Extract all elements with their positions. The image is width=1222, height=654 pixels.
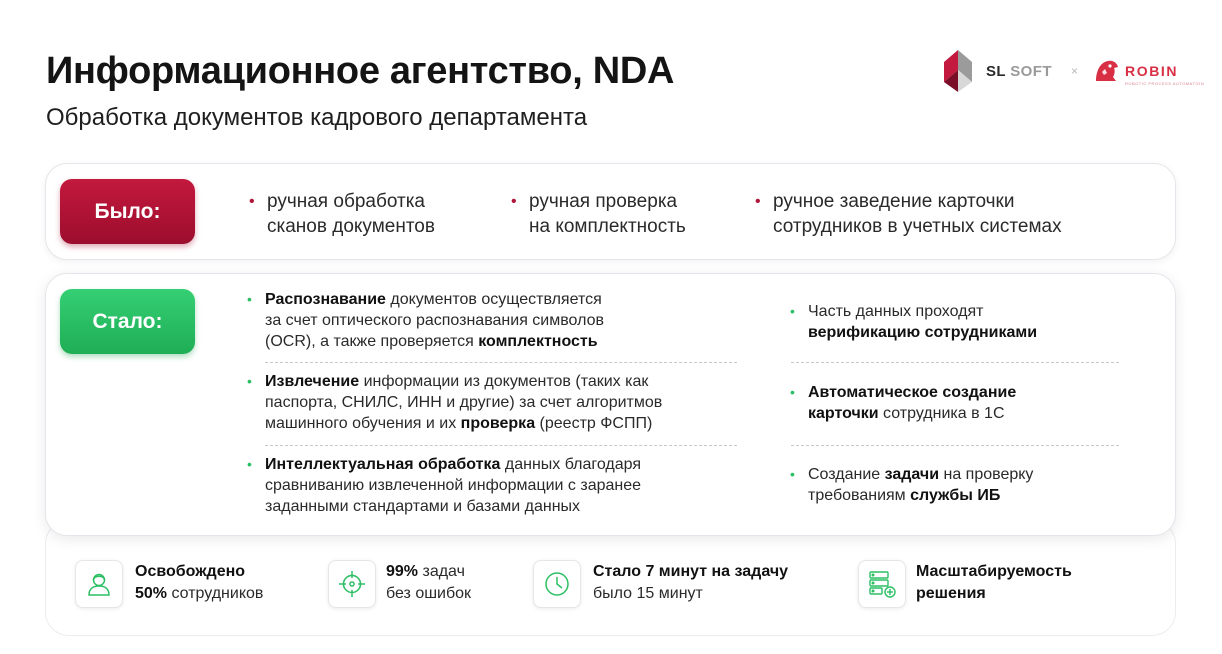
- after-label: Стало:: [60, 289, 195, 354]
- before-card: [45, 163, 1176, 260]
- logos: [940, 48, 1205, 94]
- text-segment: 99%: [386, 563, 419, 580]
- stat-accuracy: [386, 561, 471, 605]
- clock-icon: [533, 560, 581, 608]
- robin-logo-text: ROBIN: [1125, 63, 1179, 79]
- text-segment: службы ИБ: [910, 487, 1001, 504]
- bullet-icon: •: [790, 384, 795, 400]
- divider: [791, 445, 1119, 446]
- text-segment: задачи: [884, 466, 940, 483]
- text-segment: Создание: [808, 466, 885, 483]
- after-item: [790, 301, 1038, 343]
- text-segment: Извлечение: [265, 373, 360, 390]
- text-segment: (реестр ФСПП): [535, 415, 653, 432]
- divider: [265, 445, 737, 446]
- text-segment: Интеллектуальная обработка: [265, 456, 501, 473]
- text-segment: проверка: [460, 415, 536, 432]
- bullet-icon: •: [249, 193, 255, 210]
- person-icon: [75, 560, 123, 608]
- text-segment: сотрудников: [167, 585, 264, 602]
- text-segment: сотрудника в 1С: [878, 405, 1005, 422]
- before-item: • ручная обработка сканов документов: [249, 191, 435, 237]
- sl-soft-logo-icon: [940, 48, 976, 94]
- text-segment: за счет оптического распознавания символов: [265, 312, 605, 329]
- text-segment: информации из документов (таких как: [359, 373, 649, 390]
- text-segment: Стало 7 минут на задачу: [593, 563, 789, 580]
- text-segment: машинного обучения и их: [265, 415, 461, 432]
- after-item: [790, 464, 1034, 506]
- stat-freed: [135, 561, 263, 605]
- text-segment: (OCR), а также проверяется: [265, 333, 479, 350]
- text-segment: Освобождено: [135, 563, 246, 580]
- after-item: [247, 454, 642, 517]
- text-segment: Масштабируемость: [916, 563, 1072, 580]
- page-subtitle: Обработка документов кадрового департамента: [46, 104, 588, 131]
- text-segment: данных благодаря: [500, 456, 642, 473]
- text-segment: решения: [916, 585, 986, 602]
- bullet-icon: •: [790, 466, 795, 482]
- bullet-icon: •: [247, 291, 252, 307]
- before-label: Было:: [60, 179, 195, 244]
- text-segment: задач: [418, 563, 465, 580]
- page-title: Информационное агентство, NDA: [46, 50, 675, 92]
- text-segment: 50%: [135, 585, 168, 602]
- stat-scalability: [916, 561, 1072, 605]
- after-item: [790, 382, 1017, 424]
- text-segment: сравниванию извлеченной информации с заранее: [265, 477, 642, 494]
- bullet-icon: •: [247, 373, 252, 389]
- text-segment: без ошибок: [386, 585, 472, 602]
- after-item: [247, 371, 663, 434]
- target-icon: [328, 560, 376, 608]
- stat-time: [593, 561, 788, 605]
- after-card: [45, 273, 1176, 536]
- bullet-icon: •: [790, 303, 795, 319]
- divider: [265, 362, 737, 363]
- text-segment: паспорта, СНИЛС, ИНН и другие) за счет алгоритмов: [265, 394, 663, 411]
- text-segment: Распознавание: [265, 291, 386, 308]
- robin-logo-icon: [1093, 56, 1121, 84]
- text-segment: на проверку: [939, 466, 1034, 483]
- text-segment: Автоматическое создание: [808, 384, 1017, 401]
- text-segment: комплектность: [478, 333, 598, 350]
- robin-logo-tagline: ROBOTIC PROCESS AUTOMATION: [1125, 81, 1205, 86]
- text-segment: заданными стандартами и базами данных: [265, 498, 581, 515]
- bullet-icon: •: [511, 193, 517, 210]
- divider: [791, 362, 1119, 363]
- text-segment: требованиям: [808, 487, 911, 504]
- text-segment: было 15 минут: [593, 585, 703, 602]
- text-segment: Часть данных проходят: [808, 303, 984, 320]
- before-item: • ручная проверка на комплектность: [511, 191, 686, 237]
- before-item: • ручное заведение карточки сотрудников в учетных системах: [755, 191, 1062, 237]
- server-add-icon: [858, 560, 906, 608]
- bullet-icon: •: [755, 193, 761, 210]
- bullet-icon: •: [247, 456, 252, 472]
- logo-separator: ×: [1071, 64, 1079, 78]
- sl-soft-logo-text: SL SOFT: [986, 63, 1052, 80]
- text-segment: верификацию сотрудниками: [808, 324, 1038, 341]
- text-segment: карточки: [808, 405, 879, 422]
- text-segment: документов осуществляется: [385, 291, 602, 308]
- after-item: [247, 289, 605, 352]
